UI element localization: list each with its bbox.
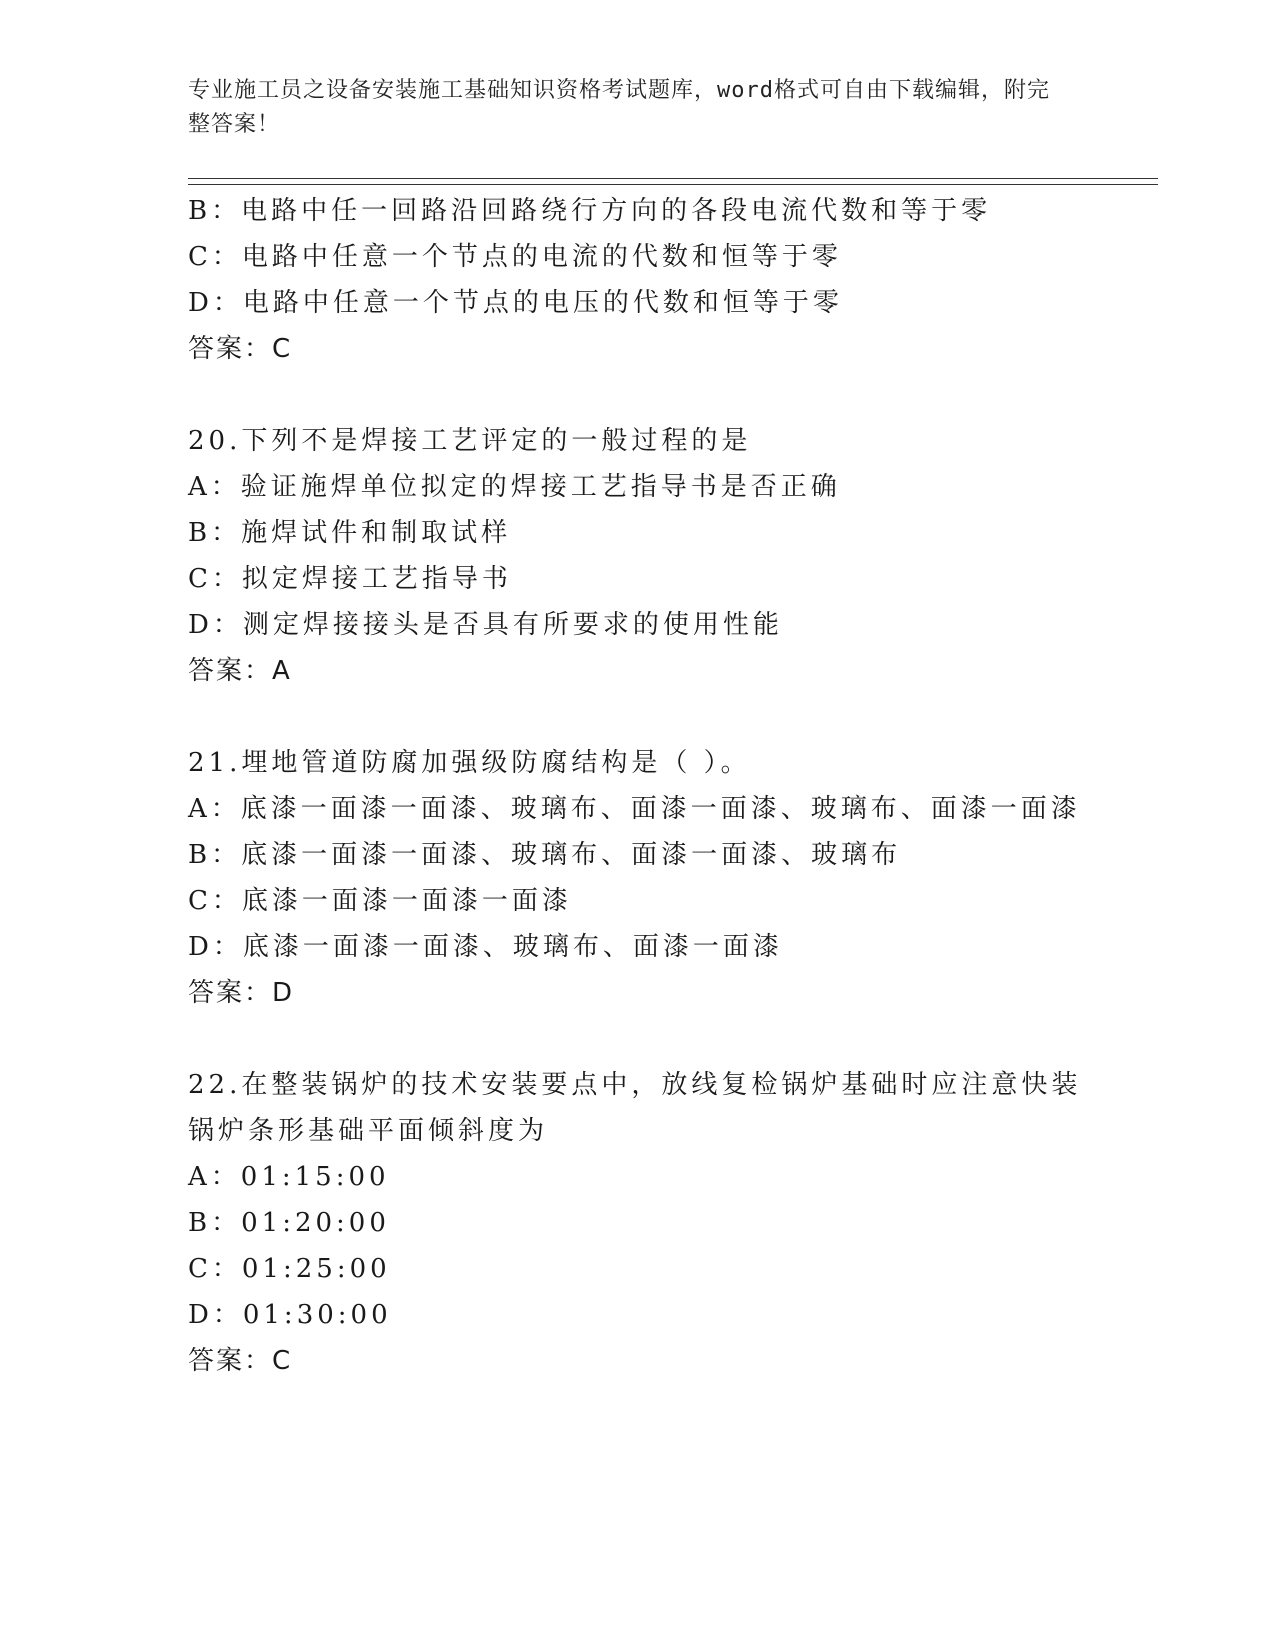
header-title: 专业施工员之设备安装施工基础知识资格考试题库，word格式可自由下载编辑，附完整答案！ bbox=[188, 78, 1050, 137]
header-double-rule bbox=[188, 178, 1158, 185]
answer: 答案：A bbox=[188, 656, 292, 686]
option-d: D：测定焊接接头是否具有所要求的使用性能 bbox=[188, 610, 783, 640]
option-c: C：01:25:00 bbox=[188, 1254, 391, 1284]
spacer bbox=[188, 1016, 1148, 1062]
answer: 答案：C bbox=[188, 1346, 293, 1376]
question-stem: 21.埋地管道防腐加强级防腐结构是（ ）。 bbox=[188, 748, 751, 778]
page-header bbox=[188, 74, 1068, 142]
question-20 bbox=[188, 418, 1148, 694]
option-c: C：拟定焊接工艺指导书 bbox=[188, 564, 512, 594]
question-stem: 20.下列不是焊接工艺评定的一般过程的是 bbox=[188, 426, 752, 456]
option-a: A：01:15:00 bbox=[188, 1162, 390, 1192]
option-b: B：底漆一面漆一面漆、玻璃布、面漆一面漆、玻璃布 bbox=[188, 840, 902, 870]
option-c: C：底漆一面漆一面漆一面漆 bbox=[188, 886, 572, 916]
answer: 答案：D bbox=[188, 978, 295, 1008]
question-22 bbox=[188, 1062, 1148, 1384]
option-b: B：电路中任一回路沿回路绕行方向的各段电流代数和等于零 bbox=[188, 196, 992, 226]
question-19-continued bbox=[188, 188, 1148, 372]
option-a: A：底漆一面漆一面漆、玻璃布、面漆一面漆、玻璃布、面漆一面漆 bbox=[188, 794, 1081, 824]
option-d: D：底漆一面漆一面漆、玻璃布、面漆一面漆 bbox=[188, 932, 783, 962]
option-b: B：施焊试件和制取试样 bbox=[188, 518, 512, 548]
option-a: A：验证施焊单位拟定的焊接工艺指导书是否正确 bbox=[188, 472, 841, 502]
option-d: D：01:30:00 bbox=[188, 1300, 392, 1330]
spacer bbox=[188, 694, 1148, 740]
question-stem: 22.在整装锅炉的技术安装要点中，放线复检锅炉基础时应注意快装锅炉条形基础平面倾斜度为 bbox=[188, 1070, 1082, 1146]
option-d: D：电路中任意一个节点的电压的代数和恒等于零 bbox=[188, 288, 843, 318]
option-c: C：电路中任意一个节点的电流的代数和恒等于零 bbox=[188, 242, 842, 272]
spacer bbox=[188, 372, 1148, 418]
option-b: B：01:20:00 bbox=[188, 1208, 390, 1238]
question-21 bbox=[188, 740, 1148, 1016]
question-content bbox=[188, 188, 1148, 1384]
answer: 答案：C bbox=[188, 334, 293, 364]
